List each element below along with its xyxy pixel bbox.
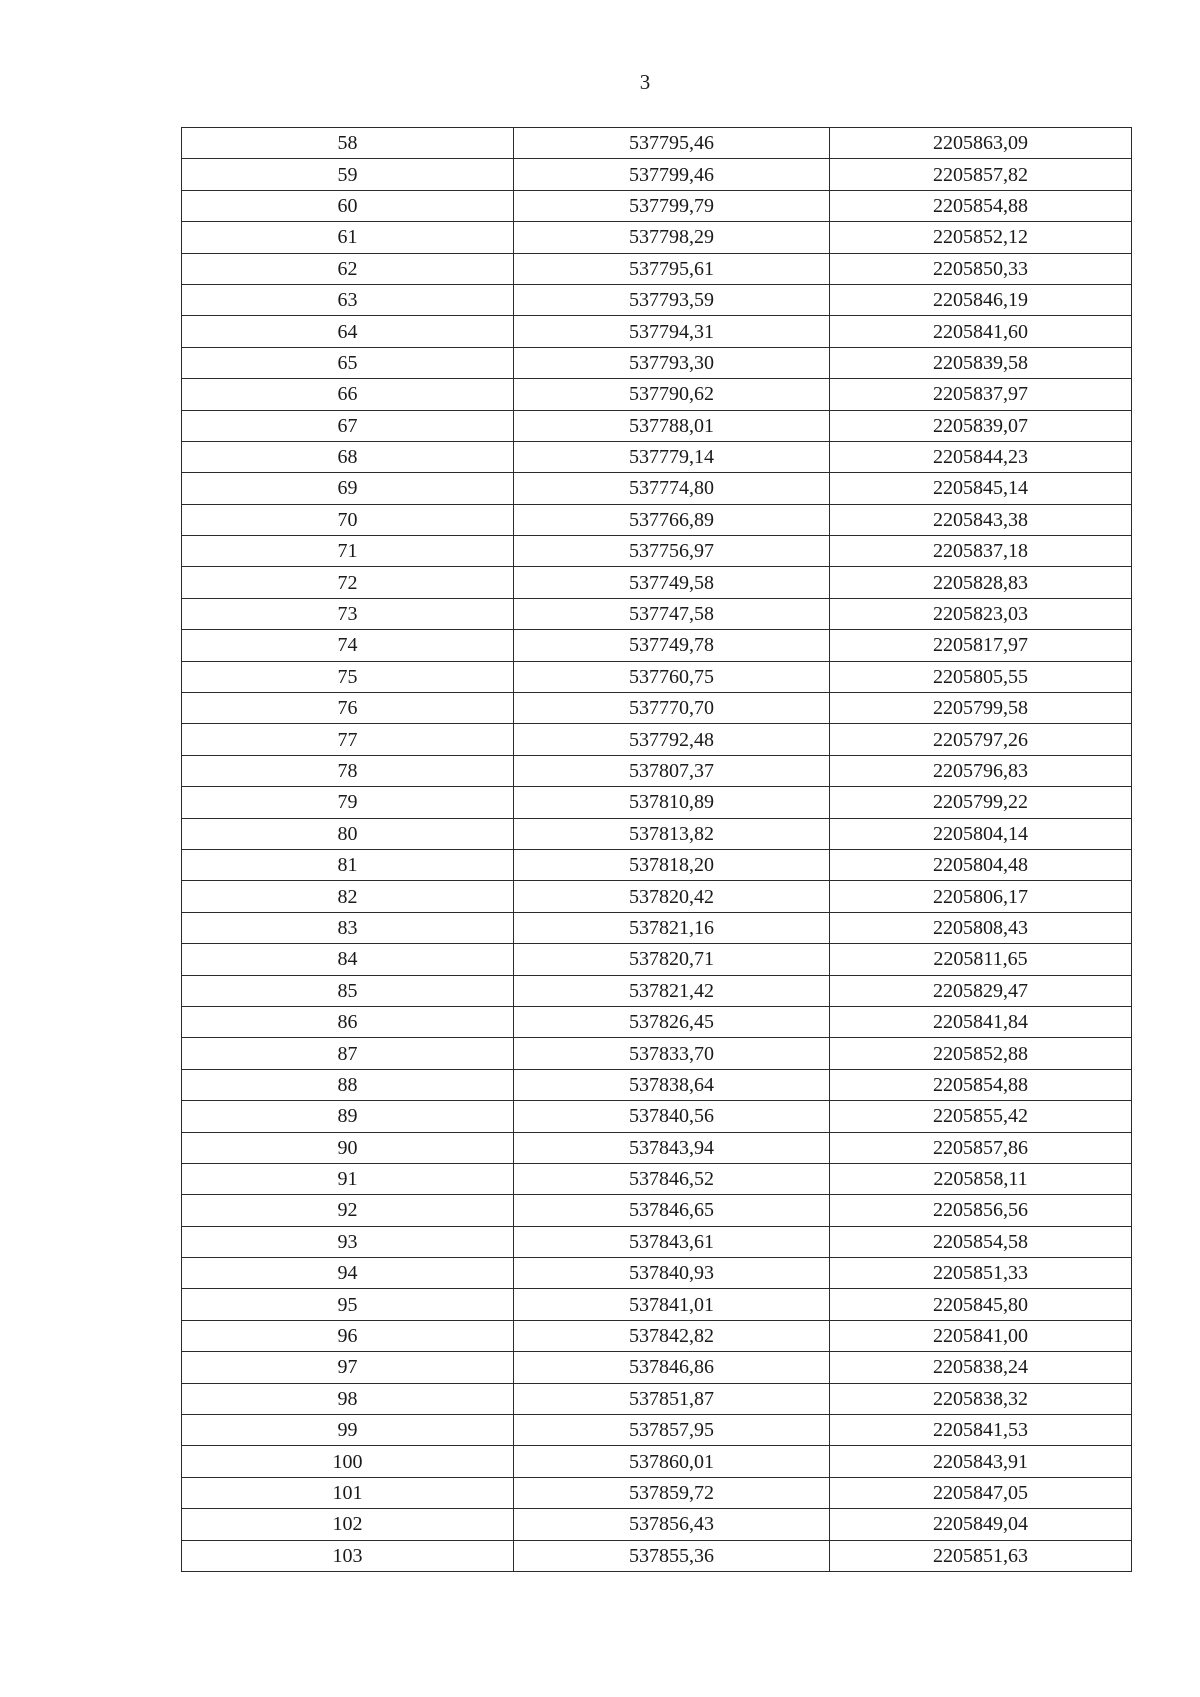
table-row — [182, 567, 1132, 598]
table-row — [182, 536, 1132, 567]
table-row — [182, 1477, 1132, 1508]
table-row — [182, 347, 1132, 378]
point-number-cell: 99 — [182, 1415, 514, 1446]
point-number-cell: 67 — [182, 410, 514, 441]
x-coordinate-cell: 537840,93 — [514, 1258, 830, 1289]
y-coordinate-cell: 2205852,88 — [830, 1038, 1132, 1069]
point-number-cell: 65 — [182, 347, 514, 378]
y-coordinate-cell: 2205845,80 — [830, 1289, 1132, 1320]
y-coordinate-cell: 2205843,91 — [830, 1446, 1132, 1477]
x-coordinate-cell: 537747,58 — [514, 598, 830, 629]
y-coordinate-cell: 2205858,11 — [830, 1163, 1132, 1194]
point-number-cell: 85 — [182, 975, 514, 1006]
x-coordinate-cell: 537843,94 — [514, 1132, 830, 1163]
point-number-cell: 69 — [182, 473, 514, 504]
table-row — [182, 1352, 1132, 1383]
table-row — [182, 128, 1132, 159]
x-coordinate-cell: 537846,65 — [514, 1195, 830, 1226]
point-number-cell: 61 — [182, 222, 514, 253]
y-coordinate-cell: 2205806,17 — [830, 881, 1132, 912]
x-coordinate-cell: 537794,31 — [514, 316, 830, 347]
x-coordinate-cell: 537779,14 — [514, 441, 830, 472]
x-coordinate-cell: 537820,42 — [514, 881, 830, 912]
point-number-cell: 82 — [182, 881, 514, 912]
x-coordinate-cell: 537857,95 — [514, 1415, 830, 1446]
point-number-cell: 84 — [182, 944, 514, 975]
y-coordinate-cell: 2205863,09 — [830, 128, 1132, 159]
x-coordinate-cell: 537793,30 — [514, 347, 830, 378]
x-coordinate-cell: 537833,70 — [514, 1038, 830, 1069]
x-coordinate-cell: 537860,01 — [514, 1446, 830, 1477]
point-number-cell: 70 — [182, 504, 514, 535]
y-coordinate-cell: 2205829,47 — [830, 975, 1132, 1006]
point-number-cell: 92 — [182, 1195, 514, 1226]
table-row — [182, 284, 1132, 315]
point-number-cell: 103 — [182, 1540, 514, 1571]
x-coordinate-cell: 537766,89 — [514, 504, 830, 535]
y-coordinate-cell: 2205847,05 — [830, 1477, 1132, 1508]
table-row — [182, 818, 1132, 849]
x-coordinate-cell: 537760,75 — [514, 661, 830, 692]
point-number-cell: 91 — [182, 1163, 514, 1194]
x-coordinate-cell: 537756,97 — [514, 536, 830, 567]
x-coordinate-cell: 537826,45 — [514, 1006, 830, 1037]
point-number-cell: 77 — [182, 724, 514, 755]
point-number-cell: 98 — [182, 1383, 514, 1414]
coordinates-table — [181, 127, 1132, 1572]
point-number-cell: 62 — [182, 253, 514, 284]
y-coordinate-cell: 2205855,42 — [830, 1101, 1132, 1132]
y-coordinate-cell: 2205839,07 — [830, 410, 1132, 441]
table-row — [182, 1258, 1132, 1289]
point-number-cell: 88 — [182, 1069, 514, 1100]
x-coordinate-cell: 537840,56 — [514, 1101, 830, 1132]
y-coordinate-cell: 2205857,86 — [830, 1132, 1132, 1163]
point-number-cell: 73 — [182, 598, 514, 629]
y-coordinate-cell: 2205849,04 — [830, 1509, 1132, 1540]
y-coordinate-cell: 2205841,53 — [830, 1415, 1132, 1446]
y-coordinate-cell: 2205845,14 — [830, 473, 1132, 504]
x-coordinate-cell: 537810,89 — [514, 787, 830, 818]
table-row — [182, 1509, 1132, 1540]
table-row — [182, 1289, 1132, 1320]
x-coordinate-cell: 537855,36 — [514, 1540, 830, 1571]
table-row — [182, 410, 1132, 441]
y-coordinate-cell: 2205804,14 — [830, 818, 1132, 849]
point-number-cell: 93 — [182, 1226, 514, 1257]
point-number-cell: 66 — [182, 379, 514, 410]
table-row — [182, 1415, 1132, 1446]
y-coordinate-cell: 2205854,58 — [830, 1226, 1132, 1257]
y-coordinate-cell: 2205799,22 — [830, 787, 1132, 818]
y-coordinate-cell: 2205856,56 — [830, 1195, 1132, 1226]
table-row — [182, 1006, 1132, 1037]
table-row — [182, 316, 1132, 347]
table-row — [182, 849, 1132, 880]
x-coordinate-cell: 537799,79 — [514, 190, 830, 221]
x-coordinate-cell: 537770,70 — [514, 693, 830, 724]
table-row — [182, 630, 1132, 661]
y-coordinate-cell: 2205841,84 — [830, 1006, 1132, 1037]
table-row — [182, 1446, 1132, 1477]
y-coordinate-cell: 2205817,97 — [830, 630, 1132, 661]
y-coordinate-cell: 2205852,12 — [830, 222, 1132, 253]
x-coordinate-cell: 537795,46 — [514, 128, 830, 159]
point-number-cell: 81 — [182, 849, 514, 880]
table-row — [182, 1540, 1132, 1571]
table-row — [182, 787, 1132, 818]
table-row — [182, 222, 1132, 253]
y-coordinate-cell: 2205805,55 — [830, 661, 1132, 692]
table-row — [182, 190, 1132, 221]
table-row — [182, 975, 1132, 1006]
table-row — [182, 661, 1132, 692]
x-coordinate-cell: 537749,58 — [514, 567, 830, 598]
point-number-cell: 102 — [182, 1509, 514, 1540]
table-row — [182, 1195, 1132, 1226]
y-coordinate-cell: 2205854,88 — [830, 1069, 1132, 1100]
point-number-cell: 63 — [182, 284, 514, 315]
point-number-cell: 68 — [182, 441, 514, 472]
y-coordinate-cell: 2205851,33 — [830, 1258, 1132, 1289]
x-coordinate-cell: 537807,37 — [514, 755, 830, 786]
x-coordinate-cell: 537813,82 — [514, 818, 830, 849]
table-row — [182, 159, 1132, 190]
table-row — [182, 1132, 1132, 1163]
point-number-cell: 72 — [182, 567, 514, 598]
point-number-cell: 58 — [182, 128, 514, 159]
y-coordinate-cell: 2205844,23 — [830, 441, 1132, 472]
x-coordinate-cell: 537798,29 — [514, 222, 830, 253]
table-row — [182, 1383, 1132, 1414]
y-coordinate-cell: 2205851,63 — [830, 1540, 1132, 1571]
x-coordinate-cell: 537821,16 — [514, 912, 830, 943]
table-row — [182, 1226, 1132, 1257]
y-coordinate-cell: 2205828,83 — [830, 567, 1132, 598]
y-coordinate-cell: 2205837,18 — [830, 536, 1132, 567]
x-coordinate-cell: 537846,86 — [514, 1352, 830, 1383]
table-row — [182, 1101, 1132, 1132]
table-row — [182, 755, 1132, 786]
x-coordinate-cell: 537859,72 — [514, 1477, 830, 1508]
table-row — [182, 693, 1132, 724]
x-coordinate-cell: 537799,46 — [514, 159, 830, 190]
point-number-cell: 75 — [182, 661, 514, 692]
table-row — [182, 1038, 1132, 1069]
table-row — [182, 379, 1132, 410]
y-coordinate-cell: 2205808,43 — [830, 912, 1132, 943]
y-coordinate-cell: 2205838,24 — [830, 1352, 1132, 1383]
y-coordinate-cell: 2205799,58 — [830, 693, 1132, 724]
y-coordinate-cell: 2205796,83 — [830, 755, 1132, 786]
table-row — [182, 944, 1132, 975]
x-coordinate-cell: 537846,52 — [514, 1163, 830, 1194]
x-coordinate-cell: 537838,64 — [514, 1069, 830, 1100]
point-number-cell: 95 — [182, 1289, 514, 1320]
table-row — [182, 253, 1132, 284]
x-coordinate-cell: 537749,78 — [514, 630, 830, 661]
point-number-cell: 89 — [182, 1101, 514, 1132]
y-coordinate-cell: 2205850,33 — [830, 253, 1132, 284]
y-coordinate-cell: 2205841,60 — [830, 316, 1132, 347]
table-row — [182, 504, 1132, 535]
point-number-cell: 60 — [182, 190, 514, 221]
y-coordinate-cell: 2205843,38 — [830, 504, 1132, 535]
x-coordinate-cell: 537841,01 — [514, 1289, 830, 1320]
point-number-cell: 94 — [182, 1258, 514, 1289]
table-row — [182, 1163, 1132, 1194]
x-coordinate-cell: 537792,48 — [514, 724, 830, 755]
y-coordinate-cell: 2205797,26 — [830, 724, 1132, 755]
x-coordinate-cell: 537788,01 — [514, 410, 830, 441]
point-number-cell: 80 — [182, 818, 514, 849]
x-coordinate-cell: 537793,59 — [514, 284, 830, 315]
table-row — [182, 473, 1132, 504]
point-number-cell: 59 — [182, 159, 514, 190]
y-coordinate-cell: 2205837,97 — [830, 379, 1132, 410]
y-coordinate-cell: 2205811,65 — [830, 944, 1132, 975]
x-coordinate-cell: 537790,62 — [514, 379, 830, 410]
table-row — [182, 1320, 1132, 1351]
y-coordinate-cell: 2205841,00 — [830, 1320, 1132, 1351]
point-number-cell: 64 — [182, 316, 514, 347]
point-number-cell: 96 — [182, 1320, 514, 1351]
x-coordinate-cell: 537795,61 — [514, 253, 830, 284]
table-row — [182, 881, 1132, 912]
point-number-cell: 79 — [182, 787, 514, 818]
y-coordinate-cell: 2205823,03 — [830, 598, 1132, 629]
x-coordinate-cell: 537821,42 — [514, 975, 830, 1006]
y-coordinate-cell: 2205804,48 — [830, 849, 1132, 880]
point-number-cell: 101 — [182, 1477, 514, 1508]
point-number-cell: 76 — [182, 693, 514, 724]
y-coordinate-cell: 2205838,32 — [830, 1383, 1132, 1414]
page-number: 3 — [639, 70, 651, 94]
table-row — [182, 441, 1132, 472]
x-coordinate-cell: 537842,82 — [514, 1320, 830, 1351]
y-coordinate-cell: 2205857,82 — [830, 159, 1132, 190]
point-number-cell: 90 — [182, 1132, 514, 1163]
table-row — [182, 1069, 1132, 1100]
x-coordinate-cell: 537843,61 — [514, 1226, 830, 1257]
y-coordinate-cell: 2205846,19 — [830, 284, 1132, 315]
y-coordinate-cell: 2205839,58 — [830, 347, 1132, 378]
point-number-cell: 78 — [182, 755, 514, 786]
point-number-cell: 83 — [182, 912, 514, 943]
x-coordinate-cell: 537818,20 — [514, 849, 830, 880]
point-number-cell: 71 — [182, 536, 514, 567]
point-number-cell: 74 — [182, 630, 514, 661]
point-number-cell: 87 — [182, 1038, 514, 1069]
point-number-cell: 86 — [182, 1006, 514, 1037]
point-number-cell: 97 — [182, 1352, 514, 1383]
y-coordinate-cell: 2205854,88 — [830, 190, 1132, 221]
table-row — [182, 724, 1132, 755]
point-number-cell: 100 — [182, 1446, 514, 1477]
x-coordinate-cell: 537774,80 — [514, 473, 830, 504]
x-coordinate-cell: 537820,71 — [514, 944, 830, 975]
table-row — [182, 912, 1132, 943]
x-coordinate-cell: 537851,87 — [514, 1383, 830, 1414]
x-coordinate-cell: 537856,43 — [514, 1509, 830, 1540]
coordinates-table-body — [182, 128, 1132, 1572]
table-row — [182, 598, 1132, 629]
